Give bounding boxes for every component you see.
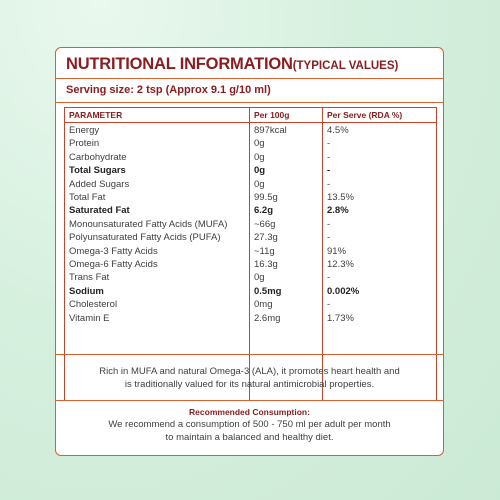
cell-per-serve: -: [327, 218, 331, 230]
cell-per-serve: -: [327, 165, 331, 177]
header-divider: [65, 122, 436, 123]
table-row: [65, 125, 436, 138]
table-row: [65, 219, 436, 232]
benefits-line: is traditionally valued for its natural antimicrobial properties.: [124, 379, 375, 390]
table-row: [65, 152, 436, 165]
nutrition-card: [55, 47, 444, 456]
divider: [56, 400, 443, 401]
cell-per-serve: -: [327, 178, 331, 190]
cell-per-serve: 1.73%: [327, 312, 354, 324]
cell-per-serve: -: [327, 151, 331, 163]
cell-parameter: Trans Fat: [69, 272, 110, 284]
table-row: [65, 259, 436, 272]
recommendation-title: Recommended Consumption:: [189, 407, 310, 417]
cell-per-100g: 16.3g: [254, 259, 278, 270]
cell-per-100g: 0g: [254, 178, 265, 190]
cell-per-serve: 2.8%: [327, 205, 349, 217]
table-row: [65, 138, 436, 151]
cell-per-100g: 897kcal: [254, 125, 287, 136]
cell-per-serve: 4.5%: [327, 125, 349, 136]
cell-per-100g: 6.2g: [254, 205, 274, 217]
cell-parameter: Polyunsaturated Fatty Acids (PUFA): [69, 232, 221, 244]
serving-size: Serving size: 2 tsp (Approx 9.1 g/10 ml): [66, 84, 271, 96]
recommendation-line: to maintain a balanced and healthy diet.: [165, 432, 334, 443]
benefits-text: [56, 365, 443, 391]
cell-per-serve: 91%: [327, 245, 347, 257]
cell-per-100g: ~11g: [254, 245, 275, 257]
cell-per-serve: 0.002%: [327, 285, 360, 297]
table-row: [65, 192, 436, 205]
cell-parameter: Protein: [69, 138, 100, 150]
cell-per-serve: -: [327, 232, 331, 244]
table-row: [65, 286, 436, 299]
cell-per-100g: 0g: [254, 272, 265, 284]
cell-parameter: Cholesterol: [69, 299, 118, 311]
cell-parameter: Omega-6 Fatty Acids: [69, 259, 158, 270]
header-per-serve: Per Serve (RDA %): [327, 110, 403, 120]
cell-parameter: Carbohydrate: [69, 151, 127, 163]
cell-per-100g: 0g: [254, 165, 266, 177]
cell-per-serve: 12.3%: [327, 259, 354, 270]
cell-parameter: Total Fat: [69, 192, 106, 203]
divider: [56, 354, 443, 355]
table-row: [65, 272, 436, 285]
cell-per-100g: 0mg: [254, 299, 273, 311]
title-main: NUTRITIONAL INFORMATION: [66, 55, 293, 73]
table-row: [65, 165, 436, 178]
table-row: [65, 179, 436, 192]
cell-parameter: Energy: [69, 125, 100, 136]
recommendation-line: We recommend a consumption of 500 - 750 ml per adult per month: [108, 419, 391, 430]
cell-per-serve: -: [327, 299, 331, 311]
cell-parameter: Monounsaturated Fatty Acids (MUFA): [69, 218, 228, 230]
title-suffix: (TYPICAL VALUES): [292, 60, 399, 72]
cell-per-serve: -: [327, 272, 331, 284]
nutrition-table: [64, 107, 437, 401]
table-row: [65, 205, 436, 218]
cell-per-serve: -: [327, 138, 331, 150]
table-row: [65, 246, 436, 259]
cell-parameter: Total Sugars: [69, 165, 126, 177]
recommendation-text: [56, 418, 443, 444]
cell-per-100g: ~66g: [254, 218, 276, 230]
cell-parameter: Added Sugars: [69, 178, 130, 190]
table-row: [65, 232, 436, 245]
cell-parameter: Omega-3 Fatty Acids: [69, 245, 158, 257]
cell-per-100g: 27.3g: [254, 232, 278, 244]
cell-parameter: Saturated Fat: [69, 205, 130, 217]
cell-per-100g: 99.5g: [254, 192, 278, 203]
cell-per-100g: 2.6mg: [254, 312, 281, 324]
table-row: [65, 299, 436, 312]
page-title: [66, 55, 398, 74]
cell-per-serve: 13.5%: [327, 192, 354, 203]
header-parameter: PARAMETER: [69, 110, 123, 120]
cell-parameter: Vitamin E: [69, 312, 110, 324]
benefits-line: Rich in MUFA and natural Omega-3 (ALA), it promotes heart health and: [99, 366, 400, 377]
table-row: [65, 313, 436, 326]
divider: [56, 102, 443, 103]
cell-per-100g: 0g: [254, 151, 265, 163]
cell-per-100g: 0.5mg: [254, 285, 282, 297]
header-per-100g: Per 100g: [254, 110, 290, 120]
cell-per-100g: 0g: [254, 138, 265, 150]
cell-parameter: Sodium: [69, 285, 104, 297]
divider: [56, 78, 443, 79]
